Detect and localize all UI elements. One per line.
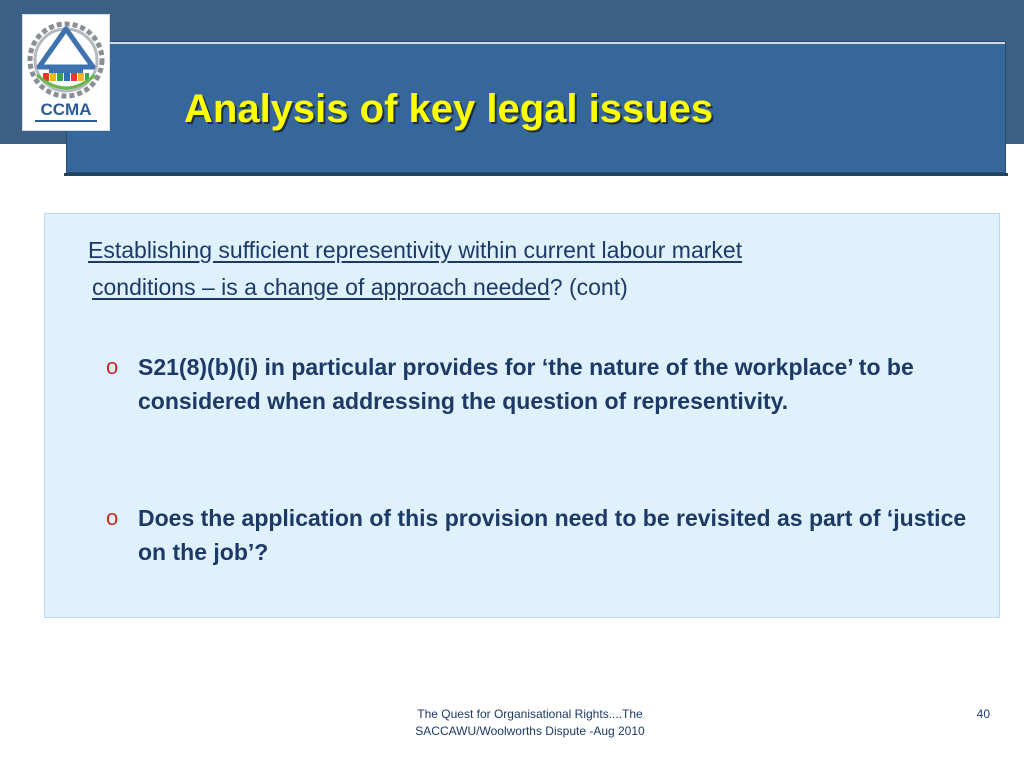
bullet-marker: o bbox=[106, 354, 119, 379]
ccma-logo-icon bbox=[23, 15, 109, 130]
heading-underlined-line2: conditions – is a change of approach needed bbox=[92, 274, 550, 300]
bullet-marker: o bbox=[106, 505, 119, 530]
heading-suffix: ? (cont) bbox=[549, 274, 628, 300]
ccma-logo bbox=[22, 14, 110, 131]
slide-title: Analysis of key legal issues bbox=[184, 87, 714, 131]
footer-caption bbox=[380, 706, 680, 740]
slide-number: 40 bbox=[976, 707, 990, 721]
heading-underlined-line1: Establishing sufficient representivity within current labour market bbox=[88, 237, 743, 263]
footer-line-2: SACCAWU/Woolworths Dispute -Aug 2010 bbox=[415, 724, 645, 738]
svg-text:CCMA: CCMA bbox=[40, 100, 92, 119]
bullet-item bbox=[106, 350, 986, 418]
bullet-item bbox=[106, 501, 986, 569]
bullet-text: Does the application of this provision need to be revisited as part of ‘justice on the job’? bbox=[138, 505, 967, 565]
bullet-text: S21(8)(b)(i) in particular provides for ‘the nature of the workplace’ to be considered when addressing the question of representivity. bbox=[138, 354, 914, 414]
footer-line-1: The Quest for Organisational Rights....The bbox=[417, 707, 643, 721]
section-heading bbox=[88, 232, 988, 306]
